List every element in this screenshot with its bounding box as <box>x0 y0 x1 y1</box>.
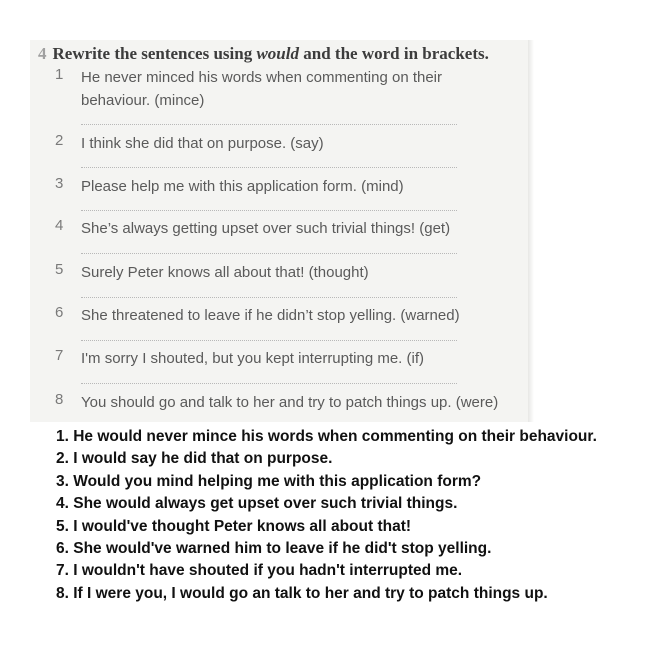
answer-line-text: 3. Would you mind helping me with this application form? <box>56 472 482 490</box>
answer-line-text: 1. He would never mince his words when commenting on their behaviour. <box>56 428 597 445</box>
answer-line <box>81 340 457 341</box>
heading-suffix: and the word in brackets. <box>303 44 489 63</box>
exercise-item <box>55 391 515 414</box>
item-text: I'm sorry I shouted, but you kept interrupting me. (if) <box>81 350 425 367</box>
exercise-item <box>55 132 515 155</box>
exercise-item <box>55 217 515 240</box>
exercise-item <box>55 66 515 112</box>
item-number: 1 <box>55 66 64 83</box>
exercise-number: 4 <box>38 44 47 63</box>
item-number: 3 <box>55 175 64 192</box>
heading-prefix: Rewrite the sentences using <box>52 44 253 63</box>
item-number: 6 <box>55 304 64 321</box>
scan-edge <box>528 40 534 422</box>
answer-list <box>56 426 656 605</box>
item-text: Please help me with this application form. (mind) <box>81 178 404 195</box>
answer-line-text: 8. If I were you, I would go an talk to her and try to patch things up. <box>56 584 548 602</box>
exercise-heading <box>38 44 489 64</box>
answer-line <box>81 383 457 384</box>
answer-line <box>81 297 457 298</box>
heading-italic-word: would <box>256 44 299 63</box>
answer-line <box>81 210 457 211</box>
exercise-item <box>55 261 515 284</box>
item-number: 5 <box>55 261 64 278</box>
item-number: 2 <box>55 132 64 149</box>
item-text: Surely Peter knows all about that! (thought) <box>81 264 369 281</box>
answer-line-text: 2. I would say he did that on purpose. <box>56 450 333 468</box>
answer-line-text: 6. She would've warned him to leave if he did't stop yelling. <box>56 539 492 557</box>
item-text: She’s always getting upset over such trivial things! (get) <box>81 220 451 237</box>
item-text: You should go and talk to her and try to patch things up. (were) <box>81 394 499 411</box>
item-number: 4 <box>55 217 64 234</box>
answer-line <box>81 124 457 125</box>
answer-line-text: 4. She would always get upset over such trivial things. <box>56 495 458 513</box>
item-text: He never minced his words when commenting on their behaviour. (mince) <box>81 69 443 109</box>
item-number: 7 <box>55 347 64 364</box>
exercise-item <box>55 175 515 198</box>
exercise-item <box>55 347 515 370</box>
answer-line-text: 5. I would've thought Peter knows all about that! <box>56 517 412 535</box>
answer-line <box>81 253 457 254</box>
answer-line-text: 7. I wouldn't have shouted if you hadn't interrupted me. <box>56 562 463 580</box>
answer-line <box>81 167 457 168</box>
item-text: I think she did that on purpose. (say) <box>81 135 324 152</box>
item-number: 8 <box>55 391 64 408</box>
exercise-item <box>55 304 515 327</box>
item-text: She threatened to leave if he didn’t stop yelling. (warned) <box>81 307 460 324</box>
